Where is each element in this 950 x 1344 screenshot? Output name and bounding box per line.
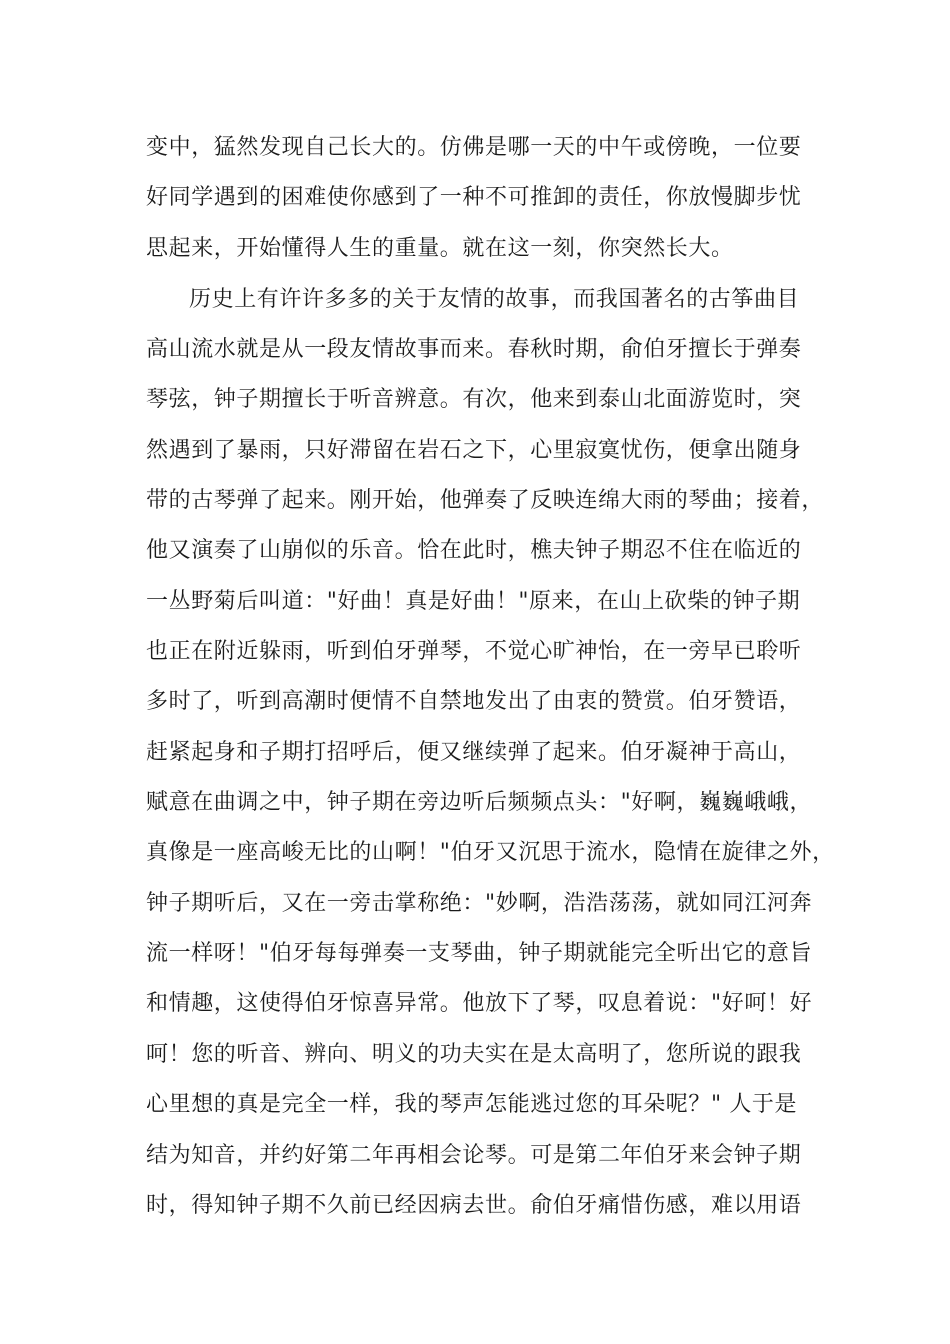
text-line: 也正在附近躲雨，听到伯牙弹琴，不觉心旷神怡，在一旁早已聆听 — [146, 639, 802, 664]
text-line: 真像是一座高峻无比的山啊！"伯牙又沉思于流水，隐情在旋律之外， — [146, 840, 835, 865]
text-line: 变中，猛然发现自己长大的。仿佛是哪一天的中午或傍晚，一位要 — [146, 135, 802, 160]
text-line: 和情趣，这使得伯牙惊喜异常。他放下了琴，叹息着说："好呵！好 — [146, 991, 813, 1016]
text-line: 琴弦，钟子期擅长于听音辨意。有次，他来到泰山北面游览时，突 — [146, 387, 802, 412]
text-line: 呵！您的听音、辨向、明义的功夫实在是太高明了，您所说的跟我 — [146, 1042, 802, 1067]
text-line: 然遇到了暴雨，只好滞留在岩石之下，心里寂寞忧伤，便拿出随身 — [146, 438, 802, 463]
text-line: 好同学遇到的困难使你感到了一种不可推卸的责任，你放慢脚步忧 — [146, 185, 802, 210]
text-line: 赋意在曲调之中，钟子期在旁边听后频频点头："好啊，巍巍峨峨， — [146, 790, 813, 815]
text-line: 流一样呀！"伯牙每每弹奏一支琴曲，钟子期就能完全听出它的意旨 — [146, 941, 813, 966]
text-line: 多时了，听到高潮时便情不自禁地发出了由衷的赞赏。伯牙赞语， — [146, 689, 802, 714]
text-line: 带的古琴弹了起来。刚开始，他弹奏了反映连绵大雨的琴曲；接着， — [146, 488, 825, 513]
text-line: 心里想的真是完全一样，我的琴声怎能逃过您的耳朵呢？" 人于是 — [146, 1092, 798, 1117]
text-line: 结为知音，并约好第二年再相会论琴。可是第二年伯牙来会钟子期 — [146, 1143, 802, 1168]
text-line: 赶紧起身和子期打招呼后，便又继续弹了起来。伯牙凝神于高山， — [146, 740, 802, 765]
text-line: 钟子期听后，又在一旁击掌称绝："妙啊，浩浩荡荡，就如同江河奔 — [146, 891, 813, 916]
paragraph-first-line: 历史上有许许多多的关于友情的故事，而我国著名的古筝曲目 — [189, 287, 800, 312]
text-line: 思起来，开始懂得人生的重量。就在这一刻，你突然长大。 — [146, 236, 734, 261]
text-line: 时，得知钟子期不久前已经因病去世。俞伯牙痛惜伤感，难以用语 — [146, 1193, 802, 1218]
text-line: 高山流水就是从一段友情故事而来。春秋时期，俞伯牙擅长于弹奏 — [146, 337, 802, 362]
text-line: 他又演奏了山崩似的乐音。恰在此时，樵夫钟子期忍不住在临近的 — [146, 538, 802, 563]
text-line: 一丛野菊后叫道："好曲！真是好曲！"原来，在山上砍柴的钟子期 — [146, 589, 801, 614]
